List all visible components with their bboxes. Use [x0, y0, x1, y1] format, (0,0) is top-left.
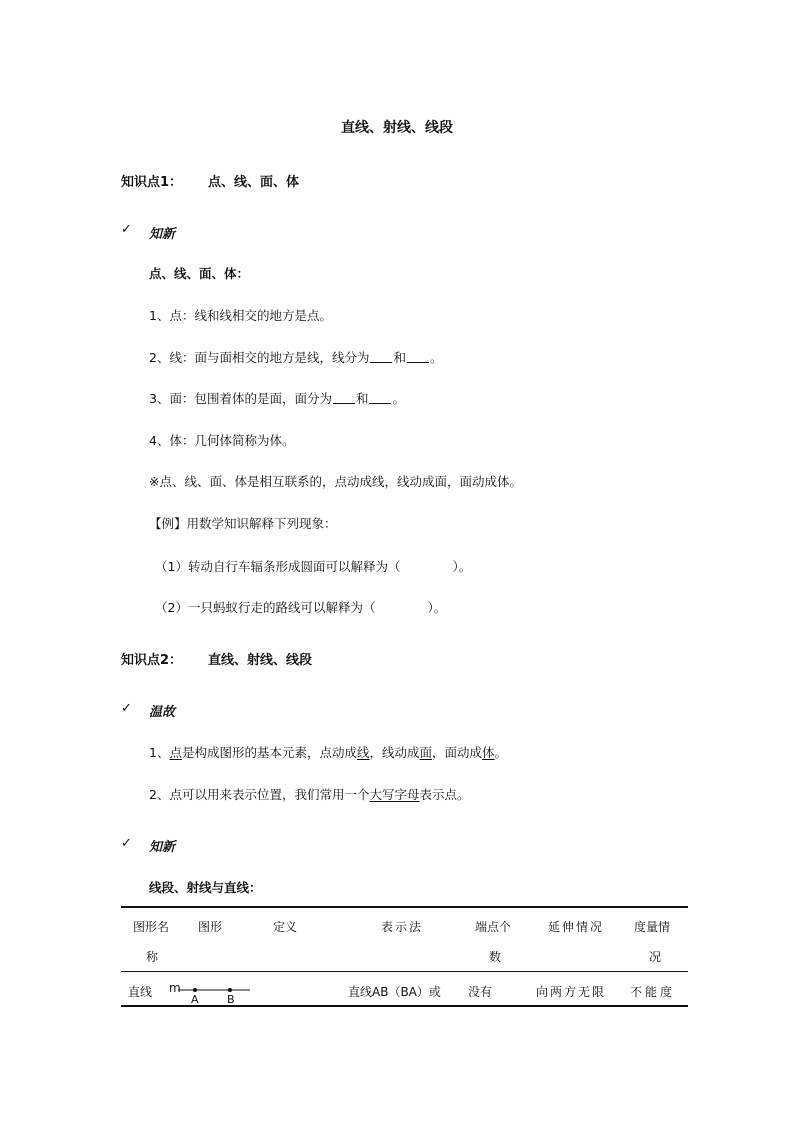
- header-measure: 度量情: [634, 920, 671, 934]
- row-name: 直线: [128, 985, 153, 999]
- review-item-1: [149, 743, 507, 761]
- item-solid: 4、体：几何体简称为体。: [149, 433, 295, 448]
- blank: [407, 350, 429, 363]
- period: 。: [429, 350, 443, 365]
- blank: [333, 391, 355, 404]
- section1-heading: [121, 171, 299, 190]
- underlined-term: 点: [169, 745, 182, 760]
- checkmark-icon: ✓: [121, 222, 132, 237]
- blank: [369, 391, 391, 404]
- item-surface: [149, 389, 405, 407]
- section1-intro: 点、线、面、体：: [149, 266, 250, 281]
- table-intro: 线段、射线与直线：: [149, 880, 262, 895]
- header-notation: 表示法: [381, 920, 424, 934]
- new-heading: 知新: [149, 840, 176, 855]
- page-title: 直线、射线、线段: [341, 120, 453, 136]
- line-figure: [178, 982, 252, 1008]
- table-top-rule: [121, 906, 688, 908]
- text-part: ，线动成: [369, 745, 420, 760]
- period: 。: [392, 391, 405, 406]
- review-item-2: [149, 785, 470, 803]
- header-name-cont: 称: [146, 950, 159, 964]
- example-1: [155, 557, 471, 575]
- close-paren: ）。: [427, 600, 447, 615]
- example-heading: 【例】用数学知识解释下列现象：: [149, 516, 337, 531]
- section1-subheading: 知新: [149, 227, 176, 242]
- text-part: 1、: [149, 745, 170, 760]
- review-heading: 温故: [149, 705, 176, 720]
- checkmark-icon: ✓: [121, 836, 132, 851]
- row-endpoints: 没有: [468, 985, 493, 999]
- header-endpoints-cont: 数: [489, 950, 502, 964]
- header-endpoints: 端点个: [475, 920, 512, 934]
- section2-heading: [121, 649, 312, 668]
- item-line: [149, 348, 443, 366]
- underlined-term: 面: [419, 745, 433, 760]
- blank: [370, 350, 392, 363]
- section2-topic: 直线、射线、线段: [208, 653, 313, 668]
- row-extension: 向两方无限: [536, 985, 607, 999]
- row-notation: 直线AB（BA）或: [348, 985, 441, 999]
- header-measure-cont: 况: [649, 950, 662, 964]
- text-part: 表示点。: [419, 787, 470, 802]
- point-a-label: A: [191, 993, 199, 1006]
- example-2: [155, 598, 446, 616]
- underlined-term: 线: [356, 745, 370, 760]
- item-surface-text: 3、面：包围着体的是面，面分为: [149, 391, 332, 406]
- header-definition: 定义: [273, 920, 298, 934]
- item-point: 1、点：线和线相交的地方是点。: [149, 308, 332, 323]
- row-measure: 不能度: [630, 985, 676, 999]
- and-text: 和: [393, 350, 406, 365]
- text-part: ，面动成: [432, 745, 483, 760]
- section1-label: 知识点1：: [121, 175, 183, 190]
- header-name: 图形名: [133, 920, 170, 934]
- table-header-rule: [121, 971, 688, 972]
- text-part: 是构成图形的基本元素，点动成: [181, 745, 357, 760]
- text-part: 2、点可以用来表示位置，我们常用一个: [149, 787, 370, 802]
- and-text: 和: [355, 391, 369, 406]
- section1-topic: 点、线、面、体: [208, 175, 300, 190]
- underlined-term: 大写字母: [369, 787, 420, 802]
- example-2-text: （2）一只蚂蚁行走的路线可以解释为（: [155, 600, 376, 615]
- section2-label: 知识点2：: [121, 653, 183, 668]
- figure-label-m: m: [169, 981, 181, 995]
- close-paren: ）。: [452, 559, 472, 574]
- item-line-text: 2、线：面与面相交的地方是线，线分为: [149, 350, 370, 365]
- text-part: 。: [494, 745, 508, 760]
- header-figure: 图形: [198, 920, 223, 934]
- header-extension: 延伸情况: [548, 920, 605, 934]
- underlined-term: 体: [482, 745, 495, 760]
- point-b-label: B: [227, 993, 235, 1006]
- section1-note: ※点、线、面、体是相互联系的，点动成线，线动成面，面动成体。: [149, 474, 522, 489]
- checkmark-icon: ✓: [121, 701, 132, 716]
- example-1-text: （1）转动自行车辐条形成圆面可以解释为（: [155, 559, 401, 574]
